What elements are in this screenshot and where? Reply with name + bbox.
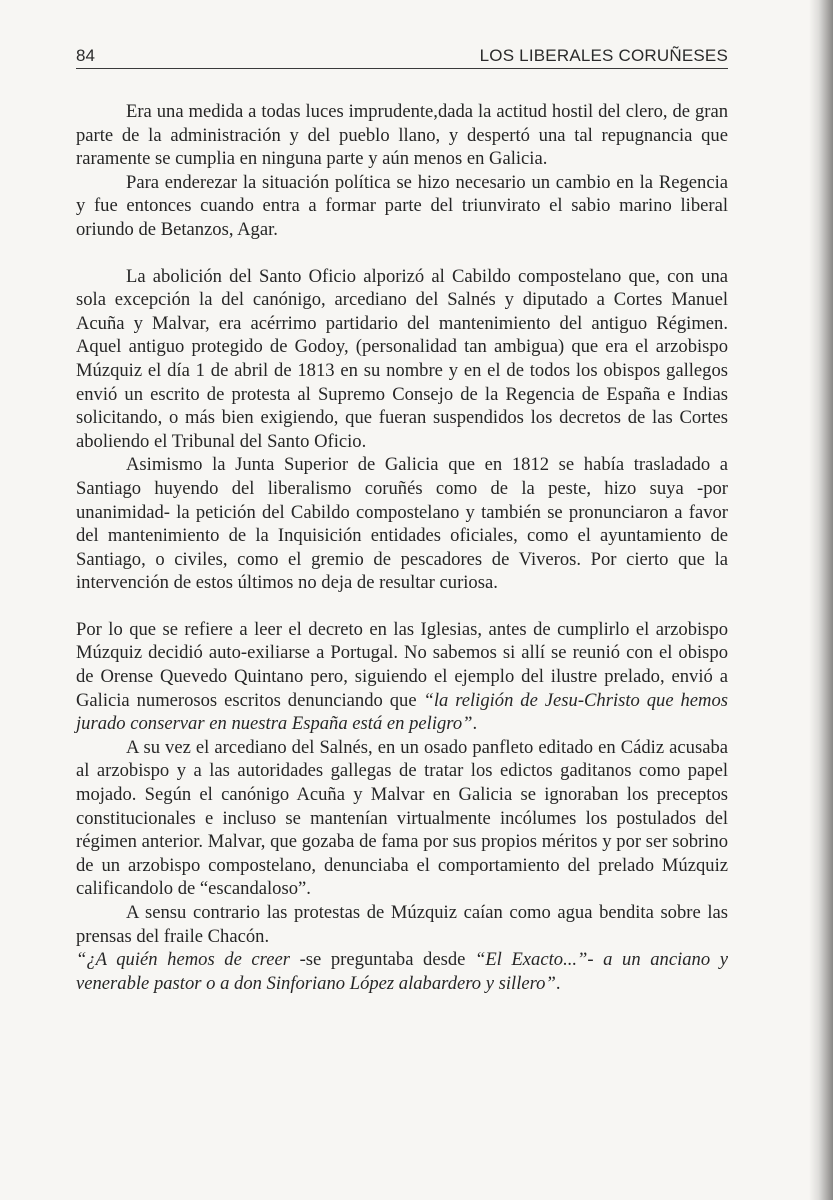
paragraph-8-end: . [555, 972, 561, 994]
paragraph-5-end: . [472, 713, 478, 735]
book-spine-shadow [809, 0, 833, 1200]
paragraph-2 [76, 171, 728, 242]
paragraph-8-quote-1: “¿A quién hemos de creer [76, 949, 290, 971]
paragraph-7 [76, 901, 728, 948]
page-number: 84 [76, 46, 95, 65]
paragraph-6 [76, 736, 728, 901]
paragraph-8 [76, 948, 728, 995]
paragraph-7-text: A sensu contrario las protestas de Múzquiz caían como agua bendita sobre las prensas del fraile Chacón. [76, 902, 728, 947]
paragraph-1-text: Era una medida a todas luces imprudente,dada la actitud hostil del clero, de gran parte de la administración y del pueblo llano, y despertó una tal repugnancia que raramente se cumplia en ninguna parte y aún menos en Galicia. [76, 101, 728, 170]
paragraph-8-mid: -se preguntaba desde [289, 949, 475, 971]
paragraph-6-text: A su vez el arcediano del Salnés, en un osado panfleto editado en Cádiz acusaba al arzobispo y a las autoridades gallegas de tratar los edictos gaditanos como papel mojado. Según el canónigo Acuña y Malvar en Galicia se ignoraban los preceptos constitucionales e incluso se mantenían virtualmente incólumes los postulados del régimen anterior. Malvar, que gozaba de fama por sus propios méritos y por ser sobrino de un arzobispo compostelano, denunciaba el comportamiento del prelado Múzquiz calificandolo de “escandaloso”. [76, 736, 728, 900]
body-text [76, 100, 728, 995]
paragraph-2-text: Para enderezar la situación política se hizo necesario un cambio en la Regencia y fue entonces cuando entra a formar parte del triunvirato el sabio marino liberal oriundo de Betanzos, Agar. [76, 171, 728, 240]
paragraph-4 [76, 453, 728, 595]
paragraph-3 [76, 265, 728, 454]
paragraph-4-text: Asimismo la Junta Superior de Galicia que en 1812 se había trasladado a Santiago huyendo del liberalismo coruñés como de la peste, hizo suya -por unanimidad- la petición del Cabildo compostelano y también se pronunciaron a favor del mantenimiento de la Inquisición entidades oficiales, como el ayuntamiento de Santiago, o civiles, como el gremio de pescadores de Viveros. Por cierto que la intervención de estos últimos no deja de resultar curiosa. [76, 454, 728, 594]
paragraph-3-text: La abolición del Santo Oficio alporizó al Cabildo compostelano que, con una sola excepción la del canónigo, arcediano del Salnés y diputado a Cortes Manuel Acuña y Malvar, era acérrimo partidario del mantenimiento del antiguo Régimen. Aquel antiguo protegido de Godoy, (personalidad tan ambigua) que era el arzobispo Múzquiz el día 1 de abril de 1813 en su nombre y en el de todos los obispos gallegos envió un escrito de protesta al Supremo Consejo de la Regencia de España e Indias solicitando, o más bien exigiendo, que fueran suspendidos los decretos de las Cortes aboliendo el Tribunal del Santo Oficio. [76, 265, 728, 452]
paragraph-8-quote-2: “El Exacto...”- a un anciano y venerable pastor o a don Sinforiano López alabardero y sillero” [76, 949, 728, 994]
running-title: LOS LIBERALES CORUÑESES [479, 46, 728, 65]
paragraph-5-text: Por lo que se refiere a leer el decreto en las Iglesias, antes de cumplirlo el arzobispo Múzquiz decidió auto-exiliarse a Portugal. No sabemos si allí se reunió con el obispo de Orense Quevedo Quintano pero, siguiendo el ejemplo del ilustre prelado, envió a Galicia numerosos escritos denunciando que [76, 618, 728, 711]
paragraph-5 [76, 618, 728, 736]
page-header [76, 44, 728, 69]
paragraph-5-quote: “la religión de Jesu-Christo que hemos jurado conservar en nuestra España está en peligro” [76, 689, 728, 735]
paragraph-1 [76, 100, 728, 171]
